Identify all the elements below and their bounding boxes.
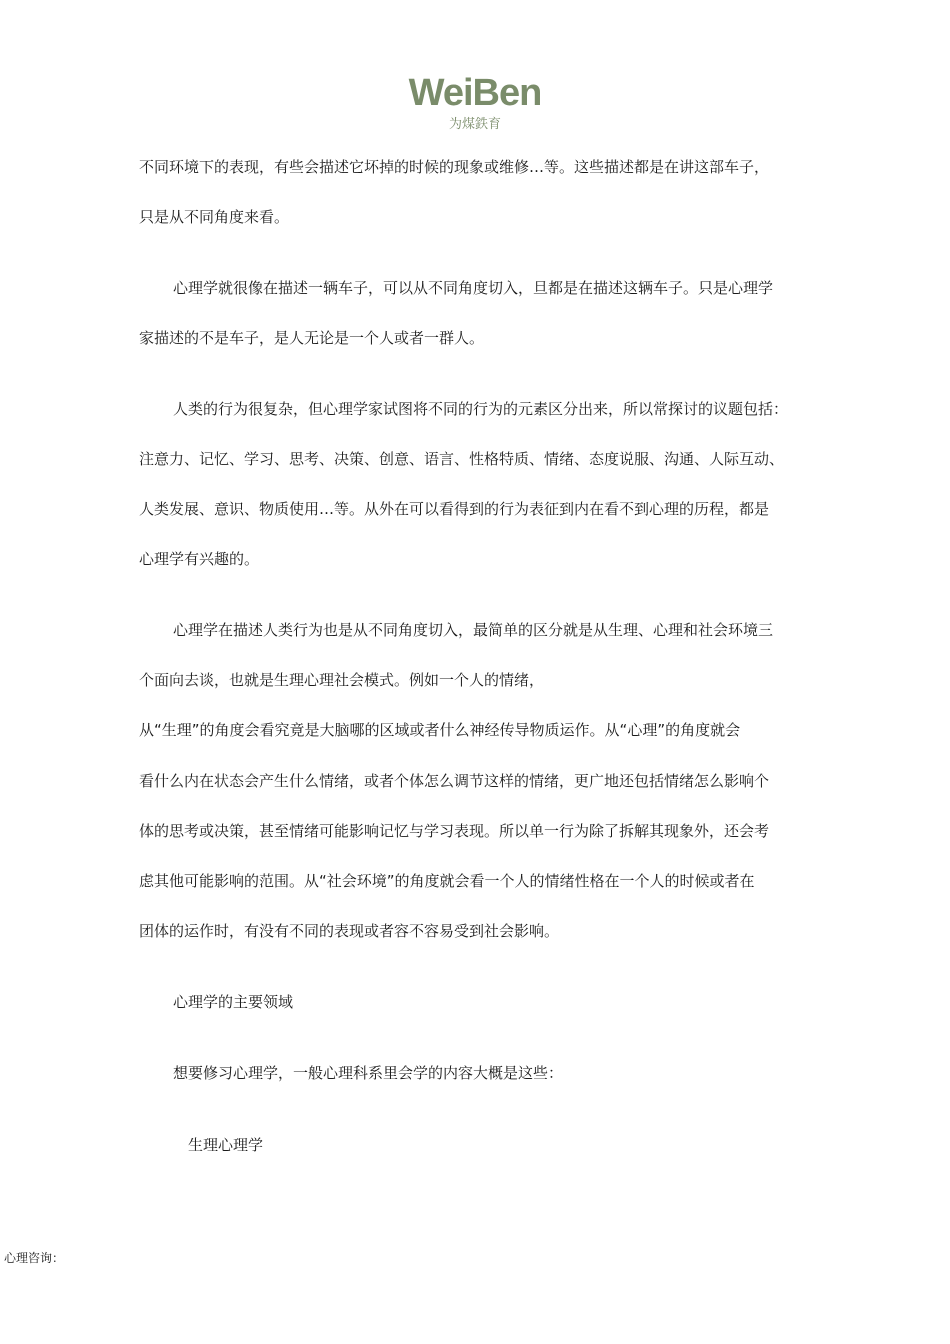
logo-subtitle: 为煤鉄育 [448, 117, 501, 132]
logo-text: WeiBen [408, 72, 542, 114]
paragraph-line: 看什么内在状态会产生什么情绪，或者个体怎么调节这样的情绪，更广地还包括情绪怎么影响个 [139, 772, 770, 790]
paragraph-line: 只是从不同角度来看。 [139, 208, 290, 226]
paragraph-line: 个面向去谈，也就是生理心理社会模式。例如一个人的情绪， [139, 671, 545, 689]
paragraph-line: 从“生理”的角度会看究竟是大脑哪的区域或者什么神经传导物质运作。从“心理”的角度就会 [139, 721, 741, 739]
footer-note: 心理咨询： [4, 1251, 65, 1265]
paragraph-line: 心理学就很像在描述一辆车子，可以从不同角度切入，旦都是在描述这辆车子。只是心理学 [173, 279, 774, 297]
paragraph-line: 家描述的不是车子，是人无论是一个人或者一群人。 [139, 329, 485, 347]
paragraph-line: 团体的运作时，有没有不同的表现或者容不容易受到社会影响。 [139, 922, 560, 940]
paragraph-line: 不同环境下的表现，有些会描述它坏掉的时候的现象或维修…等。这些描述都是在讲这部车子， [139, 158, 770, 176]
paragraph-line: 体的思考或决策，甚至情绪可能影响记忆与学习表现。所以单一行为除了拆解其现象外，还会考 [139, 822, 770, 840]
section-heading: 心理学的主要领域 [173, 993, 294, 1011]
paragraph-line: 人类的行为很复杂，但心理学家试图将不同的行为的元素区分出来，所以常探讨的议题包括： [173, 400, 789, 418]
paragraph-line: 心理学有兴趣的。 [139, 550, 260, 568]
paragraph-line: 人类发展、意识、物质使用…等。从外在可以看得到的行为表征到内在看不到心理的历程，都是 [139, 500, 770, 518]
paragraph-line: 注意力、记忆、学习、思考、决策、创意、语言、性格特质、情绪、态度说服、沟通、人际互动、 [139, 450, 785, 468]
paragraph-line: 想要修习心理学，一般心理科系里会学的内容大概是这些： [173, 1064, 564, 1082]
paragraph-line: 心理学在描述人类行为也是从不同角度切入，最简单的区分就是从生理、心理和社会环境三 [173, 621, 774, 639]
subsection-heading: 生理心理学 [188, 1136, 264, 1154]
paragraph-line: 虑其他可能影响的范围。从“社会环境”的角度就会看一个人的情绪性格在一个人的时候或者在 [139, 872, 755, 890]
logo-header [0, 70, 950, 134]
